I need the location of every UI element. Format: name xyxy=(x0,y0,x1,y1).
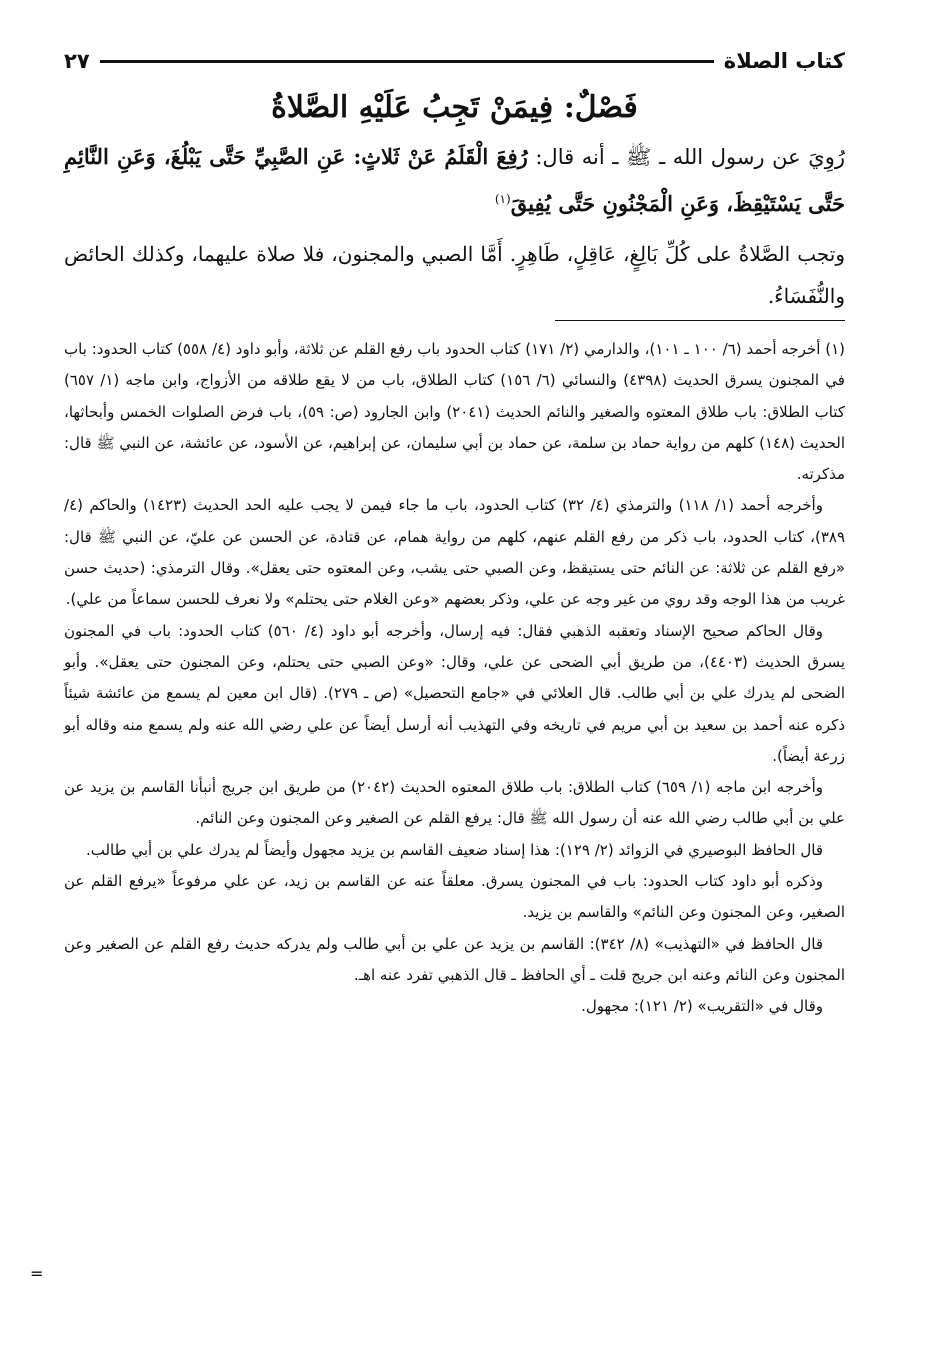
running-header xyxy=(64,44,845,78)
main-text xyxy=(64,136,845,317)
hadith-text: رُفِعَ الْقَلَمُ عَنْ ثَلاثٍ: عَنِ الصَّبِيِّ حَتَّى يَبْلُغَ، وَعَنِ النَّائِمِ حَتَّى يَسْتَيْقِظَ، وَعَنِ الْمَجْنُونِ حَتَّى يُفِيقَ xyxy=(64,144,845,216)
footnote-paragraph: قال الحافظ في «التهذيب» (٨/ ٣٤٢): القاسم بن يزيد عن علي بن أبي طالب ولم يدركه حديث رفع القلم عن الصغير وعن المجنون وعن النائم وعنه ابن جريج قلت ـ أي الحافظ ـ قال الذهبي تفرد عنه اهـ. xyxy=(64,934,845,984)
footnote-paragraph: قال الحافظ البوصيري في الزوائد (٢/ ١٢٩): هذا إسناد ضعيف القاسم بن يزيد مجهول وأيضاً لم يدرك علي بن أبي طالب. xyxy=(85,840,823,859)
footnote-paragraph: وقال الحاكم صحيح الإسناد وتعقبه الذهبي فقال: فيه إرسال، وأخرجه أبو داود (٤/ ٥٦٠) كتاب الحدود: باب في المجنون يسرق الحديث (٤٤٠٣)، من طريق أبي الضحى عن علي، وقال: «وعن الصبي حتى يحتلم، وعن المجنون حتى يعقل». وأبو الضحى لم يدرك علي بن أبي طالب. قال العلائي في «جامع التحصيل» (ص ـ ٢٧٩). (قال ابن معين لم يسمع من عائشة شيئاً ذكره عنه أحمد بن سعيد بن أبي مريم في تاريخه وفي التهذيب أنه أرسل أيضاً عن علي رضي الله عنه ولم يسمع منه وقاله أبو زرعة أيضاً). xyxy=(64,621,845,765)
footnote-ref[interactable]: (١) xyxy=(494,192,511,206)
footnotes xyxy=(64,334,845,1023)
footnote-paragraph: وأخرجه ابن ماجه (١/ ٦٥٩) كتاب الطلاق: باب طلاق المعتوه الحديث (٢٠٤٢) من طريق ابن جريج أنبأنا القاسم بن يزيد عن علي بن أبي طالب رضي الله عنه أن رسول الله ﷺ قال: يرفع القلم عن الصغير وعن المجنون وعن النائم. xyxy=(64,778,845,828)
footnote-separator xyxy=(555,320,845,321)
hadith-lead: رُوِيَ عن رسول الله ـ ﷺ ـ أنه قال: xyxy=(535,145,845,169)
margin-mark: = xyxy=(30,1264,44,1283)
footnote-paragraph: وقال في «التقريب» (٢/ ١٢١): مجهول. xyxy=(581,997,823,1016)
book-title: كتاب الصلاة xyxy=(723,49,845,73)
hadith-paragraph xyxy=(64,136,845,225)
page-number: ٢٧ xyxy=(64,49,90,73)
footnote-paragraph: وذكره أبو داود كتاب الحدود: باب في المجنون يسرق. معلقاً عنه عن القاسم بن زيد، عن علي مرفوعاً «يرفع القلم عن الصغير، وعن المجنون وعن النائم» والقاسم بن يزيد. xyxy=(64,872,845,922)
ruling-paragraph: وتجب الصَّلاةُ على كُلِّ بَالِغٍ، عَاقِلٍ، طَاهِرٍ. أَمَّا الصبي والمجنون، فلا صلاة عليهما، وكذلك الحائض والنُّفَسَاءُ. xyxy=(64,242,845,308)
section-title: فَصْلٌ: فِيمَنْ تَجِبُ عَلَيْهِ الصَّلاةُ xyxy=(271,90,638,125)
footnote-paragraph: (١) أخرجه أحمد (٦/ ١٠٠ ـ ١٠١)، والدارمي (٢/ ١٧١) كتاب الحدود باب رفع القلم عن ثلاثة، وأبو داود (٤/ ٥٥٨) كتاب الحدود: باب في المجنون يسرق الحديث (٤٣٩٨) والنسائي (٦/ ١٥٦) كتاب الطلاق، باب من لا يقع طلاقه من الأزواج، وابن ماجه (١/ ٦٥٧) كتاب الطلاق: باب طلاق المعتوه والصغير والنائم الحديث (٢٠٤١) وابن الجارود (ص: ٥٩)، باب فرض الصلوات الخمس وأبحاثها، الحديث (١٤٨) كلهم من رواية حماد بن سلمة، عن حماد بن أبي سليمان، عن إبراهيم، عن الأسود، عن عائشة، عن النبي ﷺ قال: مذكرته. xyxy=(64,340,846,484)
header-rule xyxy=(100,60,714,63)
footnote-paragraph: وأخرجه أحمد (١/ ١١٨) والترمذي (٤/ ٣٢) كتاب الحدود، باب ما جاء فيمن لا يجب عليه الحد الحديث (١٤٢٣) والحاكم (٤/ ٣٨٩)، كتاب الحدود، باب ذكر من رفع القلم عنهم، كلهم من رواية همام، عن قتادة، عن الحسن عن عليّ، عن النبي ﷺ قال: «رفع القلم عن ثلاثة: عن النائم حتى يستيقظ، وعن الصبي حتى يشب، وعن المعتوه حتى يعقل». وقال الترمذي: (حديث حسن غريب من هذا الوجه وقد روي من غير وجه عن علي، وذكر بعضهم «وعن الغلام حتى يحتلم» ولا نعرف للحسن سماعاً من علي). xyxy=(64,496,845,609)
